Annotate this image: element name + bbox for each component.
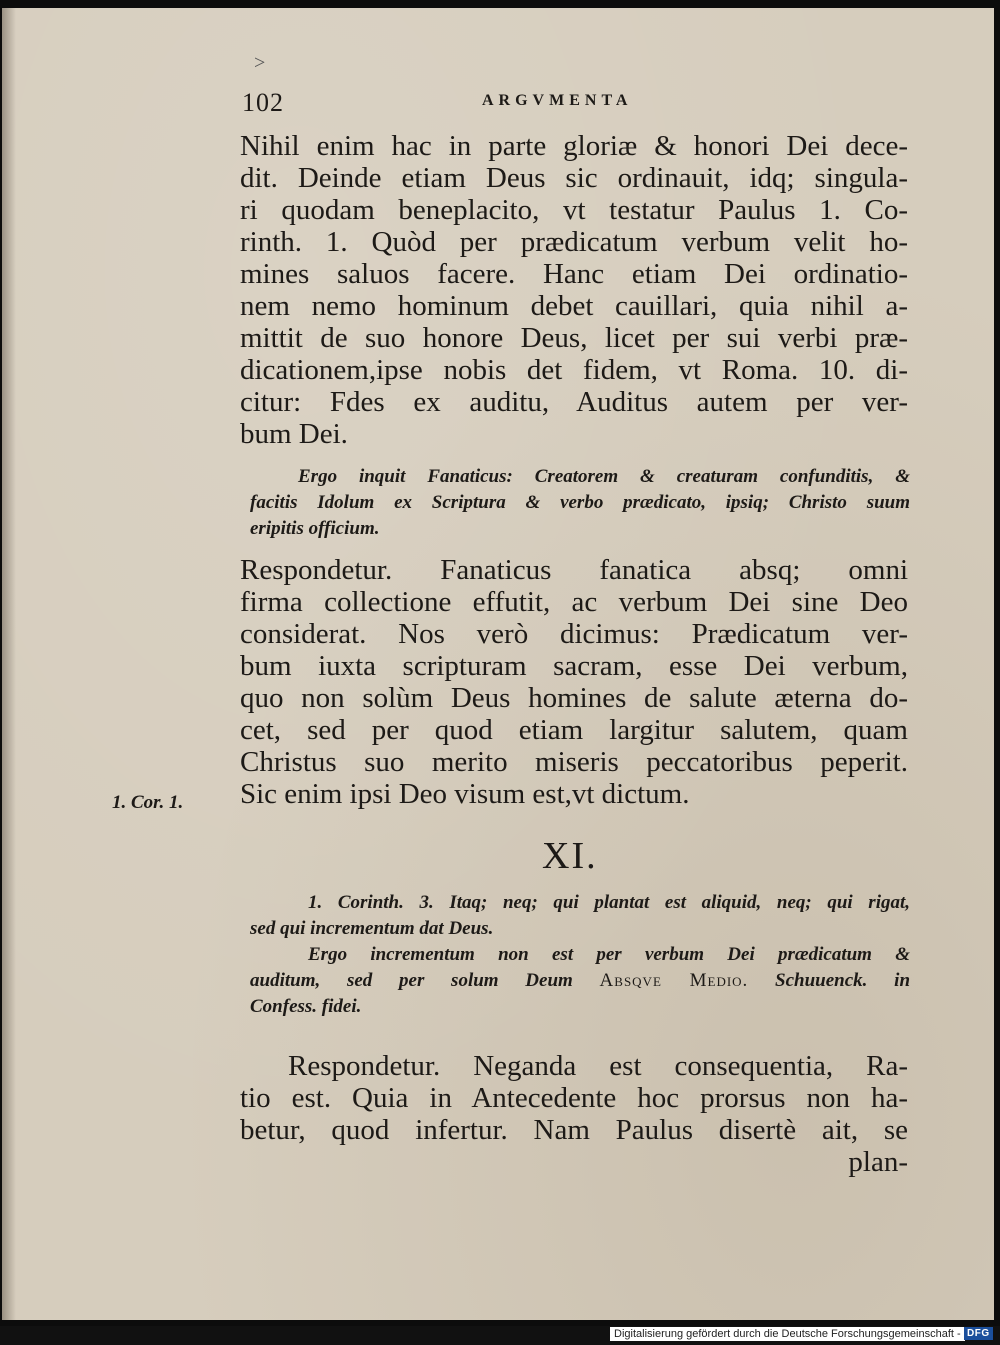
text-line: bum iuxta scripturam sacram, esse Dei verbum, xyxy=(240,650,908,682)
text-line: cet, sed per quod etiam largitur salutem, quam xyxy=(240,714,908,746)
text-line: dit. Deinde etiam Deus sic ordinauit, idq; singula- xyxy=(240,162,908,194)
objection-line: 1. Corinth. 3. Itaq; neq; qui plantat est aliquid, neq; qui rigat, xyxy=(308,892,910,913)
paragraph-1 xyxy=(240,130,908,450)
text-line: mines saluos facere. Hanc etiam Dei ordinatio- xyxy=(240,258,908,290)
objection-line: sed qui incrementum dat Deus. xyxy=(250,918,494,939)
paragraph-2 xyxy=(240,554,908,810)
text-line: mittit de suo honore Deus, licet per sui verbi præ- xyxy=(240,322,908,354)
text-line: quo non solùm Deus homines de salute æterna do- xyxy=(240,682,908,714)
text-line: Respondetur. Neganda est consequentia, Ra- xyxy=(288,1050,908,1082)
objection-fragment: Schuuenck. in xyxy=(775,970,911,991)
objection-line: eripitis officium. xyxy=(250,518,380,539)
dfg-logo: DFG xyxy=(964,1327,993,1340)
objection-line: Ergo incrementum non est per verbum Dei prædicatum & xyxy=(308,944,910,965)
text-line: bum Dei. xyxy=(240,418,348,450)
running-head: ARGVMENTA xyxy=(482,92,633,109)
paragraph-3 xyxy=(240,1050,908,1178)
text-line: tio est. Quia in Antecedente hoc prorsus non ha- xyxy=(240,1082,908,1114)
gutter-shadow xyxy=(2,8,16,1320)
text-line: Nihil enim hac in parte gloriæ & honori Dei dece- xyxy=(240,130,908,162)
book-page xyxy=(2,8,994,1320)
text-line: rinth. 1. Quòd per prædicatum verbum velit ho- xyxy=(240,226,908,258)
text-line: Sic enim ipsi Deo visum est,vt dictum. xyxy=(240,778,690,810)
objection-2 xyxy=(250,890,910,1020)
digitization-credit: Digitalisierung gefördert durch die Deutsche Forschungsgemeinschaft - xyxy=(610,1327,965,1341)
objection-1 xyxy=(250,464,910,542)
page-number: 102 xyxy=(242,88,284,117)
text-line: Respondetur. Fanaticus fanatica absq; omni xyxy=(240,554,908,586)
objection-line: facitis Idolum ex Scriptura & verbo prædicato, ipsiq; Christo suum xyxy=(250,492,910,513)
catchword: plan- xyxy=(848,1146,908,1178)
text-line: considerat. Nos verò dicimus: Prædicatum ver- xyxy=(240,618,908,650)
objection-line: Confess. fidei. xyxy=(250,996,362,1017)
objection-fragment: auditum, sed per solum Deum xyxy=(250,970,573,991)
section-numeral: XI. xyxy=(542,835,598,877)
text-line: dicationem,ipse nobis det fidem, vt Roma. 10. di- xyxy=(240,354,908,386)
text-line: firma collectione effutit, ac verbum Dei sine Deo xyxy=(240,586,908,618)
objection-line: Ergo inquit Fanaticus: Creatorem & creaturam confunditis, & xyxy=(298,466,910,487)
text-line: Christus suo merito miseris peccatoribus peperit. xyxy=(240,746,908,778)
objection-line xyxy=(250,968,910,994)
small-caps-phrase: Absqve Medio. xyxy=(599,970,749,991)
text-line: citur: Fdes ex auditu, Auditus autem per ver- xyxy=(240,386,908,418)
margin-note: 1. Cor. 1. xyxy=(112,792,184,813)
stray-pen-mark: > xyxy=(254,52,266,74)
text-line: betur, quod infertur. Nam Paulus disertè ait, se xyxy=(240,1114,908,1146)
text-line: nem nemo hominum debet cauillari, quia nihil a- xyxy=(240,290,908,322)
text-line: ri quodam beneplacito, vt testatur Paulus 1. Co- xyxy=(240,194,908,226)
